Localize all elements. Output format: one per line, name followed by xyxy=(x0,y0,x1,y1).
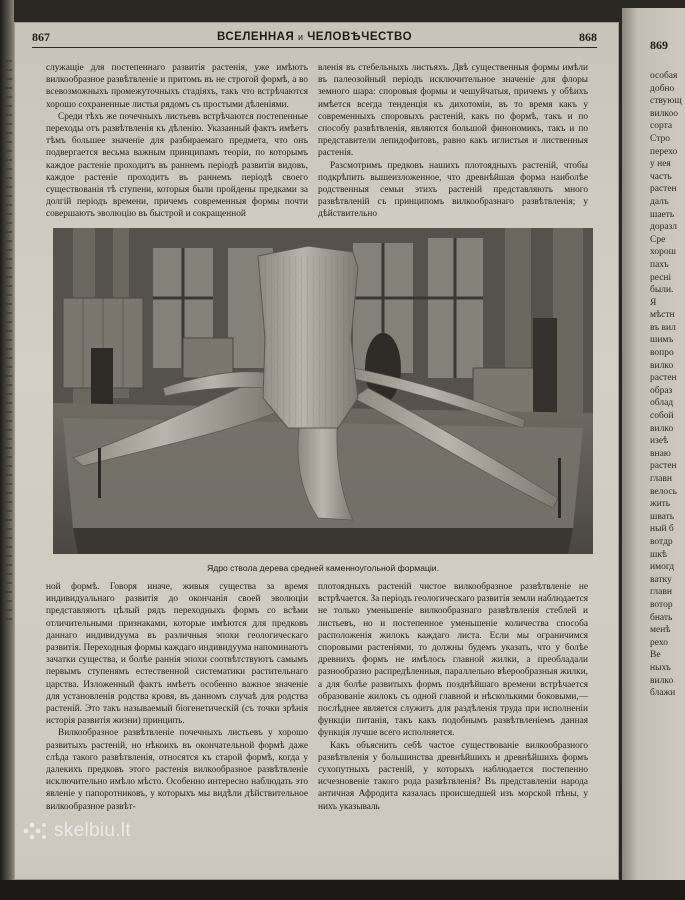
page-number-left: 867 xyxy=(32,30,50,44)
photograph-fossil-tree-stump xyxy=(53,228,593,554)
next-page-fragment: перехо xyxy=(650,146,678,157)
paragraph: служащіе для постепеннаго развитія растенія, уже имѣютъ вилкообразное развѣтвленіе и притомъ въ не строгой формѣ, а во всевозможныхъ промежуточныхъ стадіяхъ, такъ что встрѣчаются хорошо сохраненные листья рядомъ съ простыми дѣленіями. xyxy=(46,63,308,110)
next-page-fragment: шимъ xyxy=(650,335,674,346)
next-page-fragment: растен xyxy=(650,461,677,472)
next-page-fragment: доразл xyxy=(650,222,678,233)
paragraph: ной формѣ. Говоря иначе, живыя существа за время индивидуальнаго развитія до окончанія своей эволюціи представляютъ цѣлый рядъ переходныхъ формъ со всѣми отличительными признаками, которые имѣются для предковъ даннаго индивидуума въ различныя эпохи геологическаго развитія. Переходныя формы каждаго индивидуума напоминаютъ зачатки существа, и болѣе раннія эпохи соотвѣтствуютъ самымъ первымъ ступенямъ естественной систематики растительнаго царства. Изложенный фактъ имѣетъ особенно важное значеніе для установленія родства кровя, въ данномъ случаѣ для родства растеній. Это такъ называемый біогенетическій (съ точки зрѣнія исторія развитія жизни) принципъ. xyxy=(46,582,308,727)
next-page-fragment: изеѣ xyxy=(650,436,669,447)
next-page-fragment: ныхъ xyxy=(650,662,671,673)
next-page-fragment: далъ xyxy=(650,196,669,207)
next-page-fragment: рехо xyxy=(650,637,668,648)
next-page-fragment: вотдр xyxy=(650,536,673,547)
figure-caption: Ядро ствола дерева средней каменноугольной формаціи. xyxy=(207,563,439,573)
header-rule xyxy=(32,47,597,48)
paragraph: Вилкообразное развѣтвленіе почечныхъ листьевъ у хорошо развитыхъ растеній, но нѣкоихъ въ окончательной формѣ даже слѣда такого развѣтвленія, относятся къ старой формѣ, когда у далекихъ предковъ этого растенія вилкообразное развѣтвленіе исключительно имѣло мѣсто. Особенно интересно наблюдать это явленіе у папоротниковъ, у которыхъ мы видѣли дѣйствительное вилкообразное развѣт- xyxy=(46,728,308,812)
next-page-fragment: собой xyxy=(650,411,674,422)
next-page-fragment: бнать xyxy=(650,612,673,623)
next-page-fragment: растен xyxy=(650,373,677,384)
next-page-fragment: шаеть xyxy=(650,209,675,220)
next-page-fragment: вилко xyxy=(650,360,674,371)
next-page-fragments xyxy=(650,70,685,700)
next-page-fragment: сорта xyxy=(650,121,673,132)
next-page-fragment: вилкоо xyxy=(650,108,678,119)
next-page-fragment: менѣ xyxy=(650,625,671,636)
next-page-fragment: ствующ xyxy=(650,96,682,107)
next-page xyxy=(622,8,685,894)
next-page-fragment: пахъ xyxy=(650,259,669,270)
next-page-fragment: добно xyxy=(650,83,675,94)
paragraph: плотоядныхъ растеній чистое вилкообразное развѣтвленіе не встрѣчается. За періодъ геологическаго развитія земли наблюдается не только уменьшеніе вилкообразнаго развѣтвленія стеблей и листьевъ, но и постепенное уменьшеніе количества способа расположенія жилокъ каждаго листа. Если мы ограничимся споровыми растеніями, то должны будемъ указать, что у болѣе древнихъ формъ не имѣлось главной жилки, а преобладали разнообразно распредѣленныя, параллельно вѣерообразныя жилки, а для болѣе развитыхъ формъ позднѣйшаго времени встрѣчается образованіе жилокъ съ одной главной и нѣсколькими боковыми,—послѣднее является служитъ для раздѣленія труда при исполненіи функціи питанія, такъ какъ подобнымъ развѣтвленіемъ данная функція лучше всего исполняется. xyxy=(318,582,588,739)
next-page-fragment: Стро xyxy=(650,133,670,144)
next-page-fragment: жить xyxy=(650,499,671,510)
next-page-fragment: блажи xyxy=(650,688,676,699)
paragraph: вленія въ стебельныхъ листьяхъ. Двѣ существенныя формы имѣли въ палеозойный періодъ исключительное значеніе для флоры земного шара: споровыя формы и чешуйчатыя, причемъ у обѣихъ имѣется всегда тенденція къ дихотоміи, въ то время какъ у современныхъ споровыхъ растеній, какъ по формѣ, такъ и по способу развѣтвленія, являются большой финономикъ, такъ и по представители лепидофитовъ, равно какъ иглистыя и лиственныя растенія. xyxy=(318,63,588,159)
column-bottom-right xyxy=(318,581,588,813)
next-page-number: 869 xyxy=(650,38,668,52)
watermark xyxy=(22,818,131,844)
next-page-fragment: главн xyxy=(650,587,672,598)
next-page-fragment: Ве xyxy=(650,650,661,661)
next-page-fragment: облад xyxy=(650,398,674,409)
next-page-fragment: у нея xyxy=(650,159,671,170)
next-page-fragment: вопро xyxy=(650,348,674,359)
next-page-fragment: велось xyxy=(650,486,677,497)
page-number-right: 868 xyxy=(579,30,597,44)
next-page-fragment: образ xyxy=(650,385,673,396)
next-page-fragment: вотор xyxy=(650,599,673,610)
running-title: ВСЕЛЕННАЯ и ЧЕЛОВѢЧЕСТВО xyxy=(216,31,413,43)
next-page-fragment: особая xyxy=(650,71,678,81)
column-top-left xyxy=(46,62,308,221)
next-page-fragment: часть xyxy=(650,171,672,182)
next-page-fragment: хорош xyxy=(650,247,676,258)
paragraph: Среди тѣхъ же почечныхъ листьевъ встрѣчаются постепенные переходы отъ развѣтвленія къ дѣленію. Указанный фактъ имѣетъ тѣмъ большее значеніе для разбираемаго предмета, что онъ подвергается весьма важным принципамъ теоріи, по которымъ каждое растеніе проходитъ въ раннемъ періодѣ развитія видовъ, каждое растеніе проходитъ въ раннемъ періодѣ своего существованія тѣ ступени, которыя были пройдены предками за долгій періодъ времени, причемъ современныя формы почти совершаютъ эволюцію въ быстрой и сокращенной xyxy=(46,111,308,220)
paragraph: Разсмотримъ предковъ нашихъ плотоядныхъ растеній, чтобы подкрѣпить вышеизложенное, что древнѣйшая форма наиболѣе родственныя семьи этихъ растеній представляютъ много развѣтвленій съ принципомъ вилкообразнаго развѣтвленія; у дѣйствительно xyxy=(318,160,588,220)
next-page-fragment: вилко xyxy=(650,423,674,434)
next-page-fragment: Сре xyxy=(650,234,666,245)
next-page-fragment: ватку xyxy=(650,574,672,585)
next-page-fragment: имогд xyxy=(650,562,675,573)
next-page-fragment: ресні xyxy=(650,272,672,283)
next-page-fragment: шкѣ xyxy=(650,549,668,560)
next-page-fragment: главн xyxy=(650,474,672,484)
next-page-fragment: ный б xyxy=(650,524,674,535)
watermark-logo-icon xyxy=(22,819,48,843)
previous-page-edge xyxy=(0,0,14,900)
next-page-fragment: мѣстн xyxy=(650,310,675,321)
column-top-right xyxy=(318,62,588,221)
bottom-shadow xyxy=(0,880,685,900)
next-page-fragment: швать xyxy=(650,511,675,522)
watermark-text: skelbiu.lt xyxy=(54,820,131,841)
next-page-fragment: въ вил xyxy=(650,322,676,333)
next-page-fragment: внаю xyxy=(650,448,671,459)
paragraph: Какъ объяснить себѣ частое существованіе вилкообразного развѣтвленія у большинства древнѣйшихъ и древнѣйшихъ формъ сухопутныхъ растеній, у которыхъ наблюдается постепенно исчезновеніе такого рода развѣтвленія? Въ представленіи народа античная Афродита казалась происшедшей изъ морской пѣны, у нихъ указываль xyxy=(318,740,588,812)
next-page-fragment: Я xyxy=(650,297,657,308)
next-page-fragment: были. xyxy=(650,285,674,296)
next-page-fragment: растен xyxy=(650,184,677,195)
page-header xyxy=(32,30,597,52)
next-page-fragment: вилко xyxy=(650,675,674,686)
column-bottom-left xyxy=(46,581,308,813)
